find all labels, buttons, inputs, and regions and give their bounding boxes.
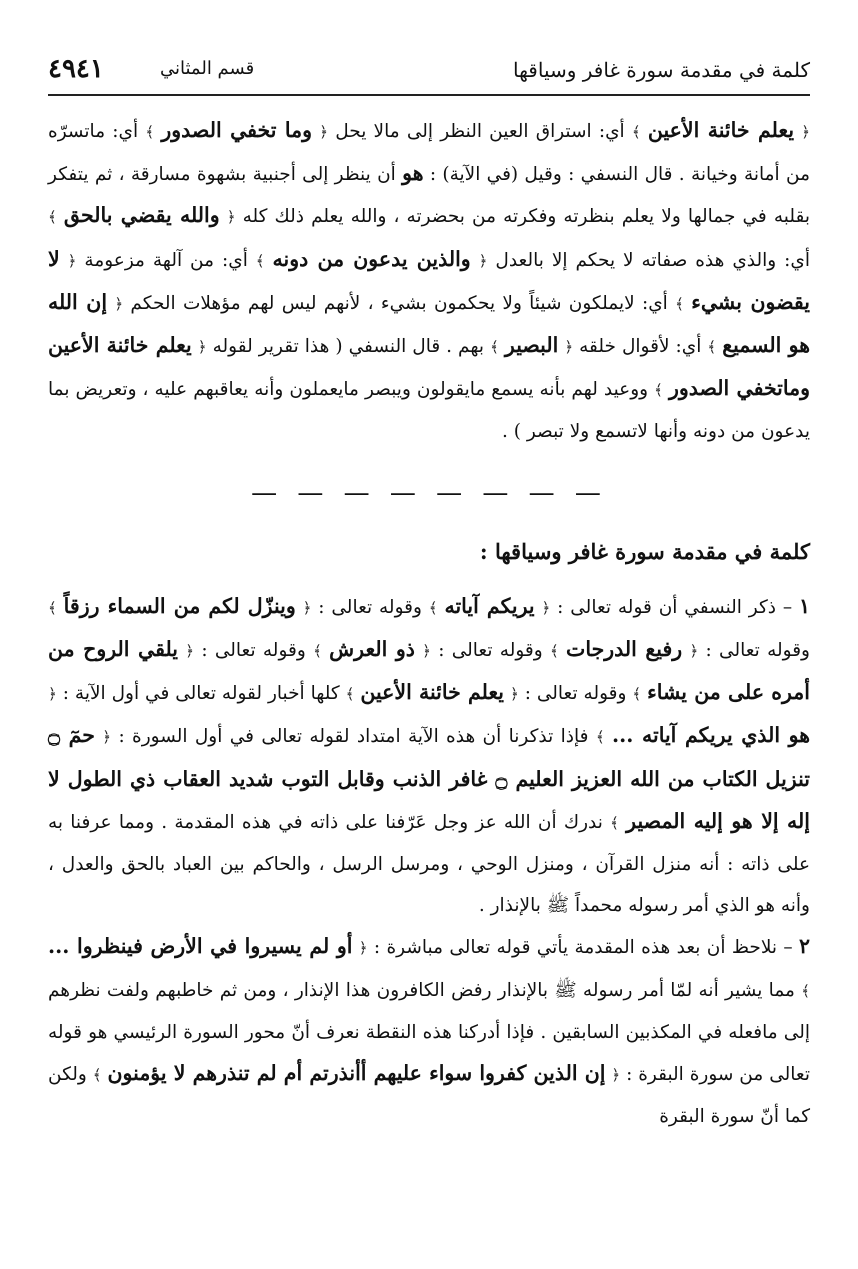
quran-bracket-close: ﴾ (595, 728, 605, 747)
quran-bracket-open: ﴿ (319, 123, 329, 141)
quran-quote: أو لم يسيروا في الأرض فينظروا ... (48, 934, 353, 959)
section-separator: — — — — — — — — (251, 477, 607, 508)
commentary-text: أي: لأقوال خلقه (579, 336, 702, 358)
section-name: قسم المثاني (160, 58, 255, 79)
quran-bracket-open: ﴿ (422, 642, 431, 661)
commentary-text: وقوله تعالى : (318, 596, 422, 618)
commentary-text: ولكن كما أنّ سورة البقرة (48, 1064, 810, 1128)
commentary-text: وقوله تعالى : (524, 683, 627, 705)
quran-quote: هو الذي يريكم آياته ... (612, 723, 811, 748)
quran-bracket-open: ﴿ (102, 728, 112, 747)
quran-quote: البصير (504, 333, 559, 358)
paragraph-intro (48, 110, 810, 453)
commentary-text: – ذكر النسفي أن قوله تعالى : (557, 596, 793, 618)
quran-bracket-close: ﴾ (490, 338, 499, 357)
quran-quote: يريكم آياته (444, 593, 535, 618)
quran-bracket-open: ﴿ (564, 338, 574, 357)
quran-bracket-open: ﴿ (197, 338, 207, 357)
quran-bracket-open: ﴿ (185, 642, 195, 661)
quran-bracket-close: ﴾ (313, 642, 322, 661)
quran-bracket-open: ﴿ (611, 1066, 621, 1085)
quran-quote: يلقي الروح من أمره على من يشاء (48, 637, 810, 705)
quran-bracket-close: ﴾ (801, 981, 810, 1000)
commentary-text: كلها أخبار لقوله تعالى في أول الآية : (62, 683, 340, 705)
commentary-text: أن ينظر إلى أجنبية بشهوة مسارقة ، ثم يتفكر بقلبه في جمالها ولا يعلم بنظرته وفكرته من بحضرته ، والله يعلم ذلك كله (48, 164, 810, 228)
quran-bracket-open: ﴿ (509, 685, 519, 704)
quran-bracket-close: ﴾ (610, 813, 619, 832)
quran-quote: يعلم خائنة الأعين (647, 118, 795, 142)
commentary-text: أي: استراق العين النظر إلى مالا يحل (335, 121, 625, 142)
quran-quote: إن الله هو السميع (48, 289, 811, 358)
quran-bracket-close: ﴾ (92, 1066, 102, 1085)
quran-bracket-open: ﴿ (48, 685, 57, 704)
point-number: ١ (799, 593, 811, 618)
chapter-title: كلمة في مقدمة سورة غافر وسياقها (512, 58, 810, 82)
quran-bracket-close: ﴾ (632, 685, 642, 704)
quran-quote: حمٓ ۝ تنزيل الكتاب من الله العزيز العليم ۝ غافر الذنب وقابل التوب شديد العقاب ذي الطول لا إله إلا هو إليه المصير (48, 723, 810, 833)
quran-quote: إن الذين كفروا سواء عليهم أأنذرتم أم لم تنذرهم لا يؤمنون (107, 1061, 606, 1086)
quran-bracket-close: ﴾ (549, 642, 559, 661)
emphasis-word: هو (402, 161, 424, 186)
quran-bracket-open: ﴿ (801, 123, 811, 141)
commentary-text: مما يشير أنه لمّا أمر رسوله ﷺ بالإنذار رفض الكافرون هذا الإنذار ، ومن ثم خاطبهم ولفت نظرهم إلى مافعله في المكذبين السابقين . فإذا أدركنا هذه النقطة نعرف أنّ محور السورة الرئيسي هو قوله تعالى من سورة البقرة : (48, 979, 810, 1086)
commentary-text: أي: لايملكون شيئاً ولا يحكمون بشيء ، لأنهم ليس لهم مؤهلات الحكم (130, 292, 668, 314)
commentary-text: أي: من آلهة مزعومة (84, 249, 248, 271)
commentary-text: فإذا تذكرنا أن هذه الآية امتداد لقوله تعالى في أول السورة : (118, 726, 589, 748)
quran-bracket-open: ﴿ (478, 251, 488, 270)
quran-bracket-close: ﴾ (631, 123, 641, 141)
quran-bracket-close: ﴾ (428, 598, 438, 617)
commentary-text: – نلاحظ أن بعد هذه المقدمة يأتي قوله تعالى مباشرة : (373, 937, 793, 959)
commentary-text: ووعيد لهم بأنه يسمع مايقولون ويبصر مايعملون وأنه يعاقبهم عليه ، وتعريض بما يدعون من دونه وأنها لاتسمع ولا تبصر ) . (48, 379, 810, 443)
quran-quote: والله يقضي بالحق (63, 203, 220, 228)
quran-bracket-close: ﴾ (48, 598, 57, 617)
quran-bracket-close: ﴾ (145, 123, 155, 141)
quran-bracket-close: ﴾ (707, 338, 717, 357)
point-number: ٢ (798, 934, 810, 959)
quran-quote: والذين يدعون من دونه (272, 246, 471, 271)
quran-quote: يعلم خائنة الأعين وماتخفي الصدور (48, 333, 811, 401)
quran-bracket-close: ﴾ (255, 251, 265, 270)
quran-quote: يعلم خائنة الأعين (360, 680, 505, 705)
quran-bracket-close: ﴾ (654, 381, 663, 400)
quran-quote: وما تخفي الصدور (161, 118, 313, 142)
quran-bracket-close: ﴾ (345, 685, 355, 704)
paragraph-point-1 (48, 586, 810, 927)
commentary-text: وقوله تعالى : (201, 640, 306, 662)
quran-bracket-open: ﴿ (358, 939, 368, 958)
quran-bracket-close: ﴾ (675, 294, 684, 313)
paragraph-point-2 (48, 926, 810, 1137)
quran-bracket-open: ﴿ (226, 208, 236, 227)
section-heading: كلمة في مقدمة سورة غافر وسياقها : (479, 538, 810, 564)
quran-quote: لا يقضون بشيء (48, 246, 810, 314)
quran-bracket-open: ﴿ (114, 294, 124, 313)
quran-bracket-close: ﴾ (48, 208, 57, 227)
quran-bracket-open: ﴿ (541, 598, 551, 617)
commentary-text: وقوله تعالى : (438, 640, 543, 662)
quran-bracket-open: ﴿ (67, 251, 77, 270)
header-rule (48, 94, 810, 96)
quran-bracket-open: ﴿ (302, 598, 312, 617)
commentary-text: وقوله تعالى : (705, 640, 810, 662)
page-number: ٤٩٤١ (48, 54, 104, 84)
quran-bracket-open: ﴿ (689, 642, 699, 661)
quran-quote: رفيع الدرجات (566, 637, 683, 662)
quran-quote: ذو العرش (329, 637, 415, 662)
running-header (48, 52, 810, 92)
commentary-text: ندرك أن الله عز وجل عَرّفنا على ذاته في هذه المقدمة . ومما عرفنا به على ذاته : أنه منزل القرآن ، ومنزل الوحي ، ومرسل الرسل ، والحاكم بين العباد بالحق والعدل ، وأنه هو الذي أمر رسوله محمداً ﷺ بالإنذار . (48, 811, 810, 917)
quran-quote: وينزّل لكم من السماء رزقاً (63, 593, 296, 618)
page-body (48, 110, 810, 1137)
commentary-text: بهم . قال النسفي ( هذا تقرير لقوله (212, 336, 485, 358)
commentary-text: أي: والذي هذه صفاته لا يحكم إلا بالعدل (495, 249, 811, 271)
commentary-text: أي: ماتسرّه من أمانة وخيانة . قال النسفي : وقيل (في الآية) : (48, 121, 810, 186)
